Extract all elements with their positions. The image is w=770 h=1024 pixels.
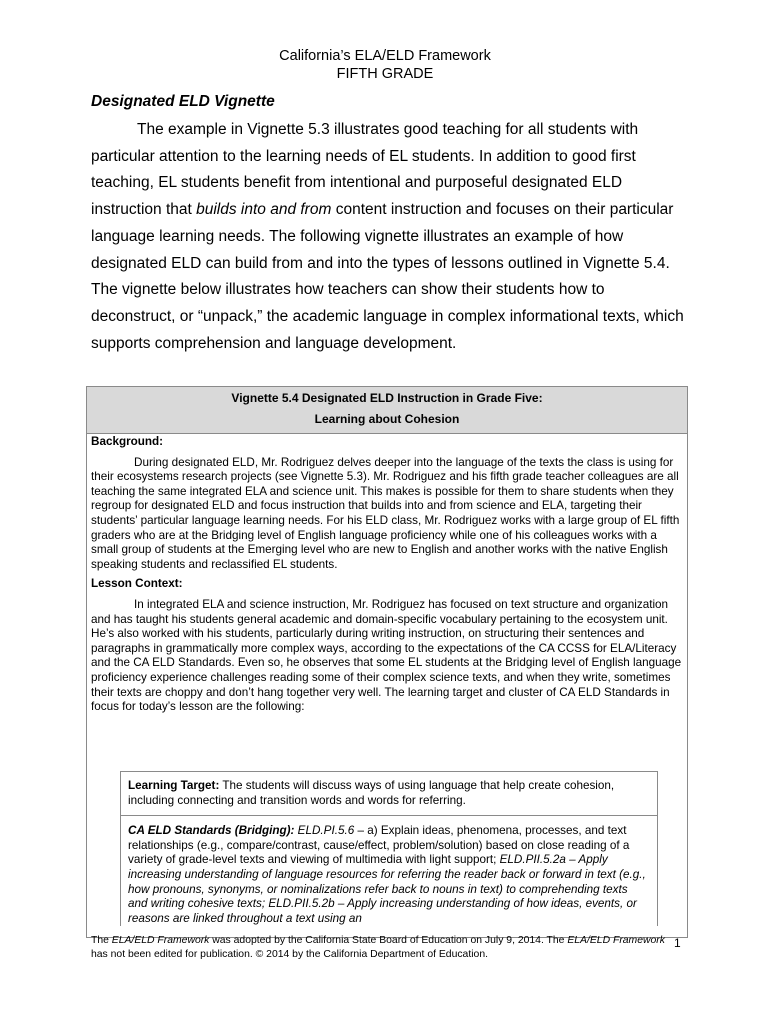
standards-label: CA ELD Standards (Bridging): <box>128 824 295 838</box>
page-header <box>0 47 770 83</box>
learning-target-text: The students will discuss ways of using language that help create cohesion, including connecting and transition words and words for referring. <box>128 779 615 807</box>
intro-text-part2: content instruction and focuses on their particular language learning needs. The following vignette illustrates an example of how designated ELD can build from and into the types of lessons outlined in Vignette 5.4. The vignette below illustrates how teachers can show their students how to deconstruct, or “unpack,” the academic language in complex informational texts, which supports comprehension and language development. <box>91 201 684 352</box>
lesson-context-label: Lesson Context: <box>91 577 183 591</box>
learning-target-label: Learning Target: <box>128 779 220 792</box>
vignette-box <box>86 386 688 938</box>
learning-target <box>121 772 657 816</box>
page-number: 1 <box>674 936 681 950</box>
intro-emphasis: builds into and from <box>196 201 332 219</box>
vignette-title-line1: Vignette 5.4 Designated ELD Instruction in Grade Five: <box>231 391 543 405</box>
background-label: Background: <box>91 435 164 448</box>
standards-text1: – a) Explain ideas, phenomena, processes, and text relationships (e.g., compare/contrast, cause/effect, problem/solution) based on close reading of a variety of grade-level texts and viewing of multimedia with light support; <box>128 824 630 867</box>
header-grade: FIFTH GRADE <box>336 66 434 82</box>
intro-paragraph <box>91 117 691 357</box>
footer-text-2: was adopted by the California State Board of Education on July 9, 2014. The <box>209 935 568 946</box>
footer-italic-2: ELA/ELD Framework <box>567 935 665 946</box>
standards-ref1: ELD.PI.5.6 <box>294 824 355 838</box>
lesson-context-text: In integrated ELA and science instruction, Mr. Rodriguez has focused on text structure and organization and has taught his students general academic and domain-specific vocabulary pertaining to the ecosystem unit. He’s also worked with his students, particularly during writing instruction, on structuring their sentences and paragraphs in grammatically more complex ways, according to the expectations of the CA CCSS for ELA/Literacy and the CA ELD Standards. Even so, he observes that some EL students at the Bridging level of English language proficiency experience challenges reading some of their complex science texts, and when they write, sometimes their texts are choppy and don’t hang together very well. The learning target and cluster of CA ELD Standards in focus for today’s lesson are the following: <box>91 597 682 714</box>
header-title: California’s ELA/ELD Framework <box>279 48 491 64</box>
vignette-title <box>87 387 687 434</box>
vignette-title-line2: Learning about Cohesion <box>314 412 460 426</box>
intro-text-part1: The example in Vignette 5.3 illustrates good teaching for all students with particular attention to the learning needs of EL students. In addition to good first teaching, EL students benefit from intentional and purposeful designated ELD instruction that <box>91 121 639 219</box>
page-footer <box>91 934 666 961</box>
footer-text-3: has not been edited for publication. © 2014 by the California Department of Education. <box>91 948 488 960</box>
vignette-body <box>87 435 687 715</box>
standards-box <box>120 771 658 926</box>
section-heading: Designated ELD Vignette <box>91 93 275 110</box>
standards-ref2: ELD.PII.5.2a – Apply increasing understanding of language resources for referring the reader back or forward in text (e.g., how pronouns, synonyms, or nominalizations refer back to nouns in text) to comprehending texts and writing cohesive texts; ELD.PII.5.2b – Apply increasing understanding of how ideas, events, or reasons are linked throughout a text using an <box>128 853 646 925</box>
footer-text-1: The <box>91 935 112 946</box>
eld-standards <box>121 816 657 926</box>
background-text: During designated ELD, Mr. Rodriguez delves deeper into the language of the texts the class is using for their ecosystems research projects (see Vignette 5.3). Mr. Rodriguez and his fifth grade teacher colleagues are all teaching the same integrated ELA and science unit. This makes is possible for them to share students when they regroup for designated ELD and focus instruction that builds into and from science and ELA, targeting their students’ particular language learning needs. For his ELD class, Mr. Rodriguez works with a large group of EL fifth graders who are at the Bridging level of English language proficiency while one of his colleagues works with a small group of students at the Emerging level who are new to English and another works with the native English speaking students and reclassified EL students. <box>91 455 680 571</box>
footer-italic-1: ELA/ELD Framework <box>111 935 210 946</box>
